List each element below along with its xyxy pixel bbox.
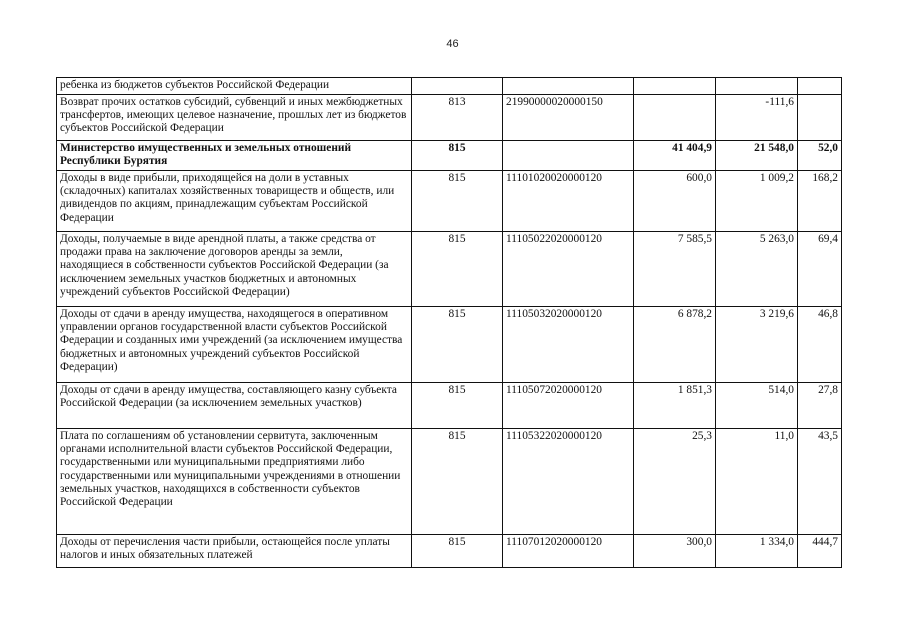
table-row [57, 307, 842, 383]
revenue-name-cell: Доходы от сдачи в аренду имущества, находящегося в оперативном управлении органов государственной власти субъектов Российской Федерации и созданных ими учреждений (за исключением имущества бюджетных и автономных учреждений субъектов Российской Федерации) [57, 307, 412, 383]
budget-class-code-cell [503, 141, 634, 171]
admin-code-cell: 815 [412, 429, 503, 535]
plan-amount-cell: 1 851,3 [634, 383, 716, 429]
budget-class-code-cell: 11105322020000120 [503, 429, 634, 535]
table-row [57, 95, 842, 141]
admin-code-cell: 815 [412, 383, 503, 429]
plan-amount-cell: 41 404,9 [634, 141, 716, 171]
revenue-name-cell: Плата по соглашениям об установлении сервитута, заключенным органами исполнительной власти субъектов Российской Федерации, государственными или муниципальными предприятиями либо государственными или муниципальными учреждениями в отношении земельных участков, находящихся в собственности субъектов Российской Федерации [57, 429, 412, 535]
actual-amount-cell: 1 334,0 [716, 535, 798, 568]
budget-class-code-cell: 21990000020000150 [503, 95, 634, 141]
execution-percent-cell: 43,5 [798, 429, 842, 535]
revenue-name-cell: Министерство имущественных и земельных отношений Республики Бурятия [57, 141, 412, 171]
plan-amount-cell: 300,0 [634, 535, 716, 568]
revenue-name-cell: Доходы от сдачи в аренду имущества, составляющего казну субъекта Российской Федерации (за исключением земельных участков) [57, 383, 412, 429]
table-row [57, 141, 842, 171]
execution-percent-cell: 52,0 [798, 141, 842, 171]
revenue-name-cell: ребенка из бюджетов субъектов Российской Федерации [57, 78, 412, 95]
admin-code-cell: 815 [412, 307, 503, 383]
budget-class-code-cell [503, 78, 634, 95]
budget-table-body [57, 78, 842, 568]
plan-amount-cell: 6 878,2 [634, 307, 716, 383]
revenue-name-cell: Доходы в виде прибыли, приходящейся на доли в уставных (складочных) капиталах хозяйственных товариществ и обществ, или дивидендов по акциям, принадлежащим субъектам Российской Федерации [57, 171, 412, 232]
budget-class-code-cell: 11105072020000120 [503, 383, 634, 429]
admin-code-cell: 813 [412, 95, 503, 141]
admin-code-cell: 815 [412, 232, 503, 307]
actual-amount-cell: 21 548,0 [716, 141, 798, 171]
revenue-name-cell: Возврат прочих остатков субсидий, субвенций и иных межбюджетных трансфертов, имеющих целевое назначение, прошлых лет из бюджетов субъектов Российской Федерации [57, 95, 412, 141]
actual-amount-cell: 3 219,6 [716, 307, 798, 383]
execution-percent-cell: 27,8 [798, 383, 842, 429]
budget-table [56, 77, 842, 568]
execution-percent-cell: 46,8 [798, 307, 842, 383]
actual-amount-cell: 514,0 [716, 383, 798, 429]
execution-percent-cell [798, 78, 842, 95]
budget-class-code-cell: 11101020020000120 [503, 171, 634, 232]
execution-percent-cell: 69,4 [798, 232, 842, 307]
execution-percent-cell [798, 95, 842, 141]
page-number: 46 [446, 38, 459, 50]
table-row [57, 232, 842, 307]
revenue-name-cell: Доходы от перечисления части прибыли, остающейся после уплаты налогов и иных обязательных платежей [57, 535, 412, 568]
actual-amount-cell: -111,6 [716, 95, 798, 141]
admin-code-cell: 815 [412, 535, 503, 568]
plan-amount-cell [634, 95, 716, 141]
execution-percent-cell: 444,7 [798, 535, 842, 568]
execution-percent-cell: 168,2 [798, 171, 842, 232]
plan-amount-cell [634, 78, 716, 95]
budget-class-code-cell: 11105022020000120 [503, 232, 634, 307]
plan-amount-cell: 25,3 [634, 429, 716, 535]
actual-amount-cell: 1 009,2 [716, 171, 798, 232]
table-row [57, 535, 842, 568]
actual-amount-cell: 5 263,0 [716, 232, 798, 307]
table-row [57, 171, 842, 232]
actual-amount-cell [716, 78, 798, 95]
revenue-name-cell: Доходы, получаемые в виде арендной платы, а также средства от продажи права на заключение договоров аренды за земли, находящиеся в собственности субъектов Российской Федерации (за исключением земельных участков бюджетных и автономных учреждений субъектов Российской Федерации) [57, 232, 412, 307]
plan-amount-cell: 600,0 [634, 171, 716, 232]
admin-code-cell [412, 78, 503, 95]
budget-class-code-cell: 11107012020000120 [503, 535, 634, 568]
plan-amount-cell: 7 585,5 [634, 232, 716, 307]
admin-code-cell: 815 [412, 171, 503, 232]
table-row [57, 78, 842, 95]
table-row [57, 429, 842, 535]
actual-amount-cell: 11,0 [716, 429, 798, 535]
table-row [57, 383, 842, 429]
admin-code-cell: 815 [412, 141, 503, 171]
budget-class-code-cell: 11105032020000120 [503, 307, 634, 383]
